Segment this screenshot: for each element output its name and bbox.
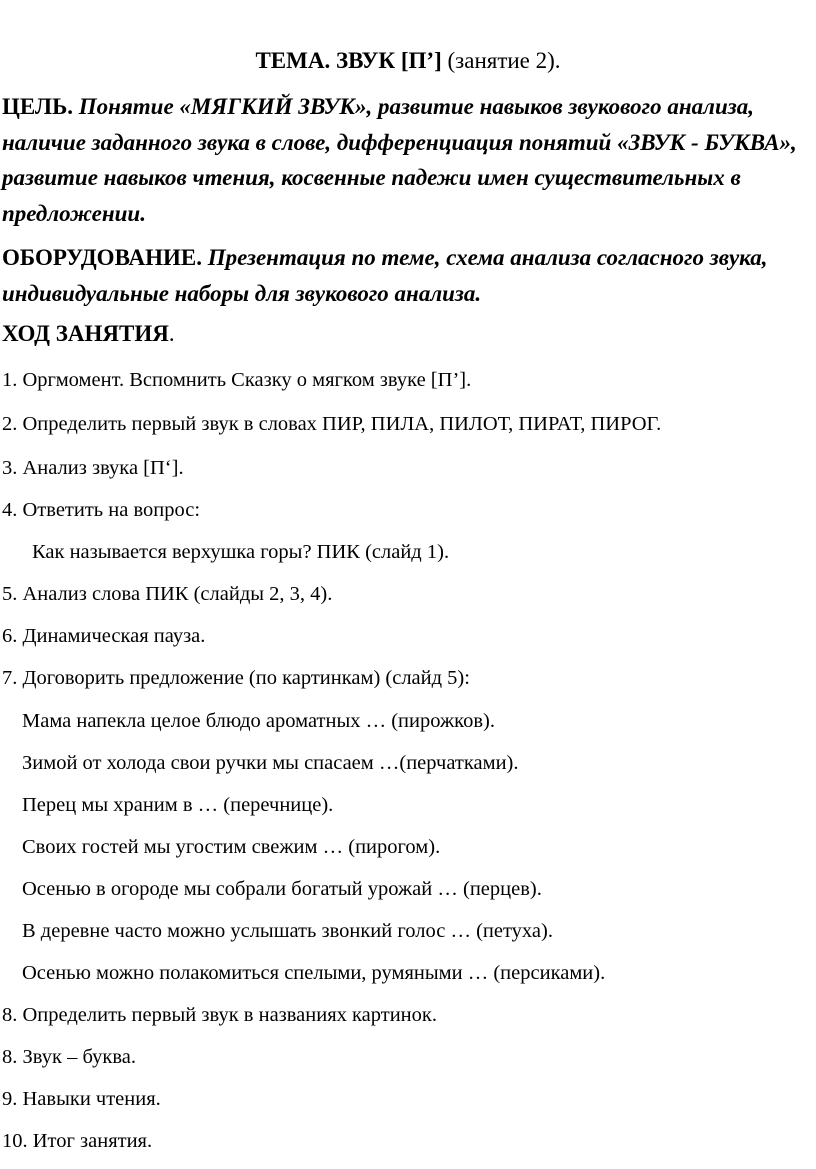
list-item: 9. Навыки чтения. (2, 1088, 161, 1110)
course-heading-tail: . (168, 321, 175, 346)
course-heading (2, 318, 175, 350)
list-item: Своих гостей мы угостим свежим … (пирогом). (22, 836, 441, 858)
list-item: 5. Анализ слова ПИК (слайды 2, 3, 4). (2, 583, 333, 605)
list-item: 2. Определить первый звук в словах ПИР, ПИЛА, ПИЛОТ, ПИРАТ, ПИРОГ. (2, 413, 662, 435)
list-item: Как называется верхушка горы? ПИК (слайд 1). (32, 541, 450, 563)
list-item: 8. Звук – буква. (2, 1046, 136, 1068)
goal-label: ЦЕЛЬ. (2, 94, 74, 119)
list-item: 8. Определить первый звук в названиях картинок. (2, 1004, 437, 1026)
list-item: 6. Динамическая пауза. (2, 625, 206, 647)
document-title (0, 46, 816, 76)
list-item: Осенью можно полакомиться спелыми, румяными … (персиками). (22, 962, 606, 984)
list-item: 1. Оргмомент. Вспомнить Сказку о мягком звуке [П’]. (2, 369, 472, 391)
list-item: 7. Договорить предложение (по картинкам) (слайд 5): (2, 667, 470, 689)
list-item: 4. Ответить на вопрос: (2, 499, 201, 521)
title-topic: ТЕМА. ЗВУК [П’] (255, 48, 442, 73)
list-item: Зимой от холода свои ручки мы спасаем …(перчатками). (22, 752, 519, 774)
equipment-text: Презентация по теме, схема анализа согласного звука, индивидуальные наборы для звукового анализа. (2, 245, 768, 306)
equipment-paragraph (2, 240, 808, 311)
list-item: 3. Анализ звука [П‘]. (2, 457, 184, 479)
list-item: В деревне часто можно услышать звонкий голос … (петуха). (22, 920, 553, 942)
list-item: Осенью в огороде мы собрали богатый урожай … (перцев). (22, 878, 542, 900)
list-item: Мама напекла целое блюдо ароматных … (пирожков). (22, 710, 495, 732)
course-heading-label: ХОД ЗАНЯТИЯ (2, 321, 169, 346)
goal-text: Понятие «МЯГКИЙ ЗВУК», развитие навыков звукового анализа, наличие заданного звука в слове, дифференциация понятий «ЗВУК - БУКВА», развитие навыков чтения, косвенные падежи имен существительных в предложении. (2, 94, 797, 226)
title-session: (занятие 2). (441, 48, 561, 73)
list-item: 10. Итог занятия. (2, 1130, 153, 1152)
equipment-label: ОБОРУДОВАНИЕ. (2, 245, 202, 270)
list-item: Перец мы храним в … (перечнице). (22, 794, 334, 816)
goal-paragraph (2, 89, 808, 231)
